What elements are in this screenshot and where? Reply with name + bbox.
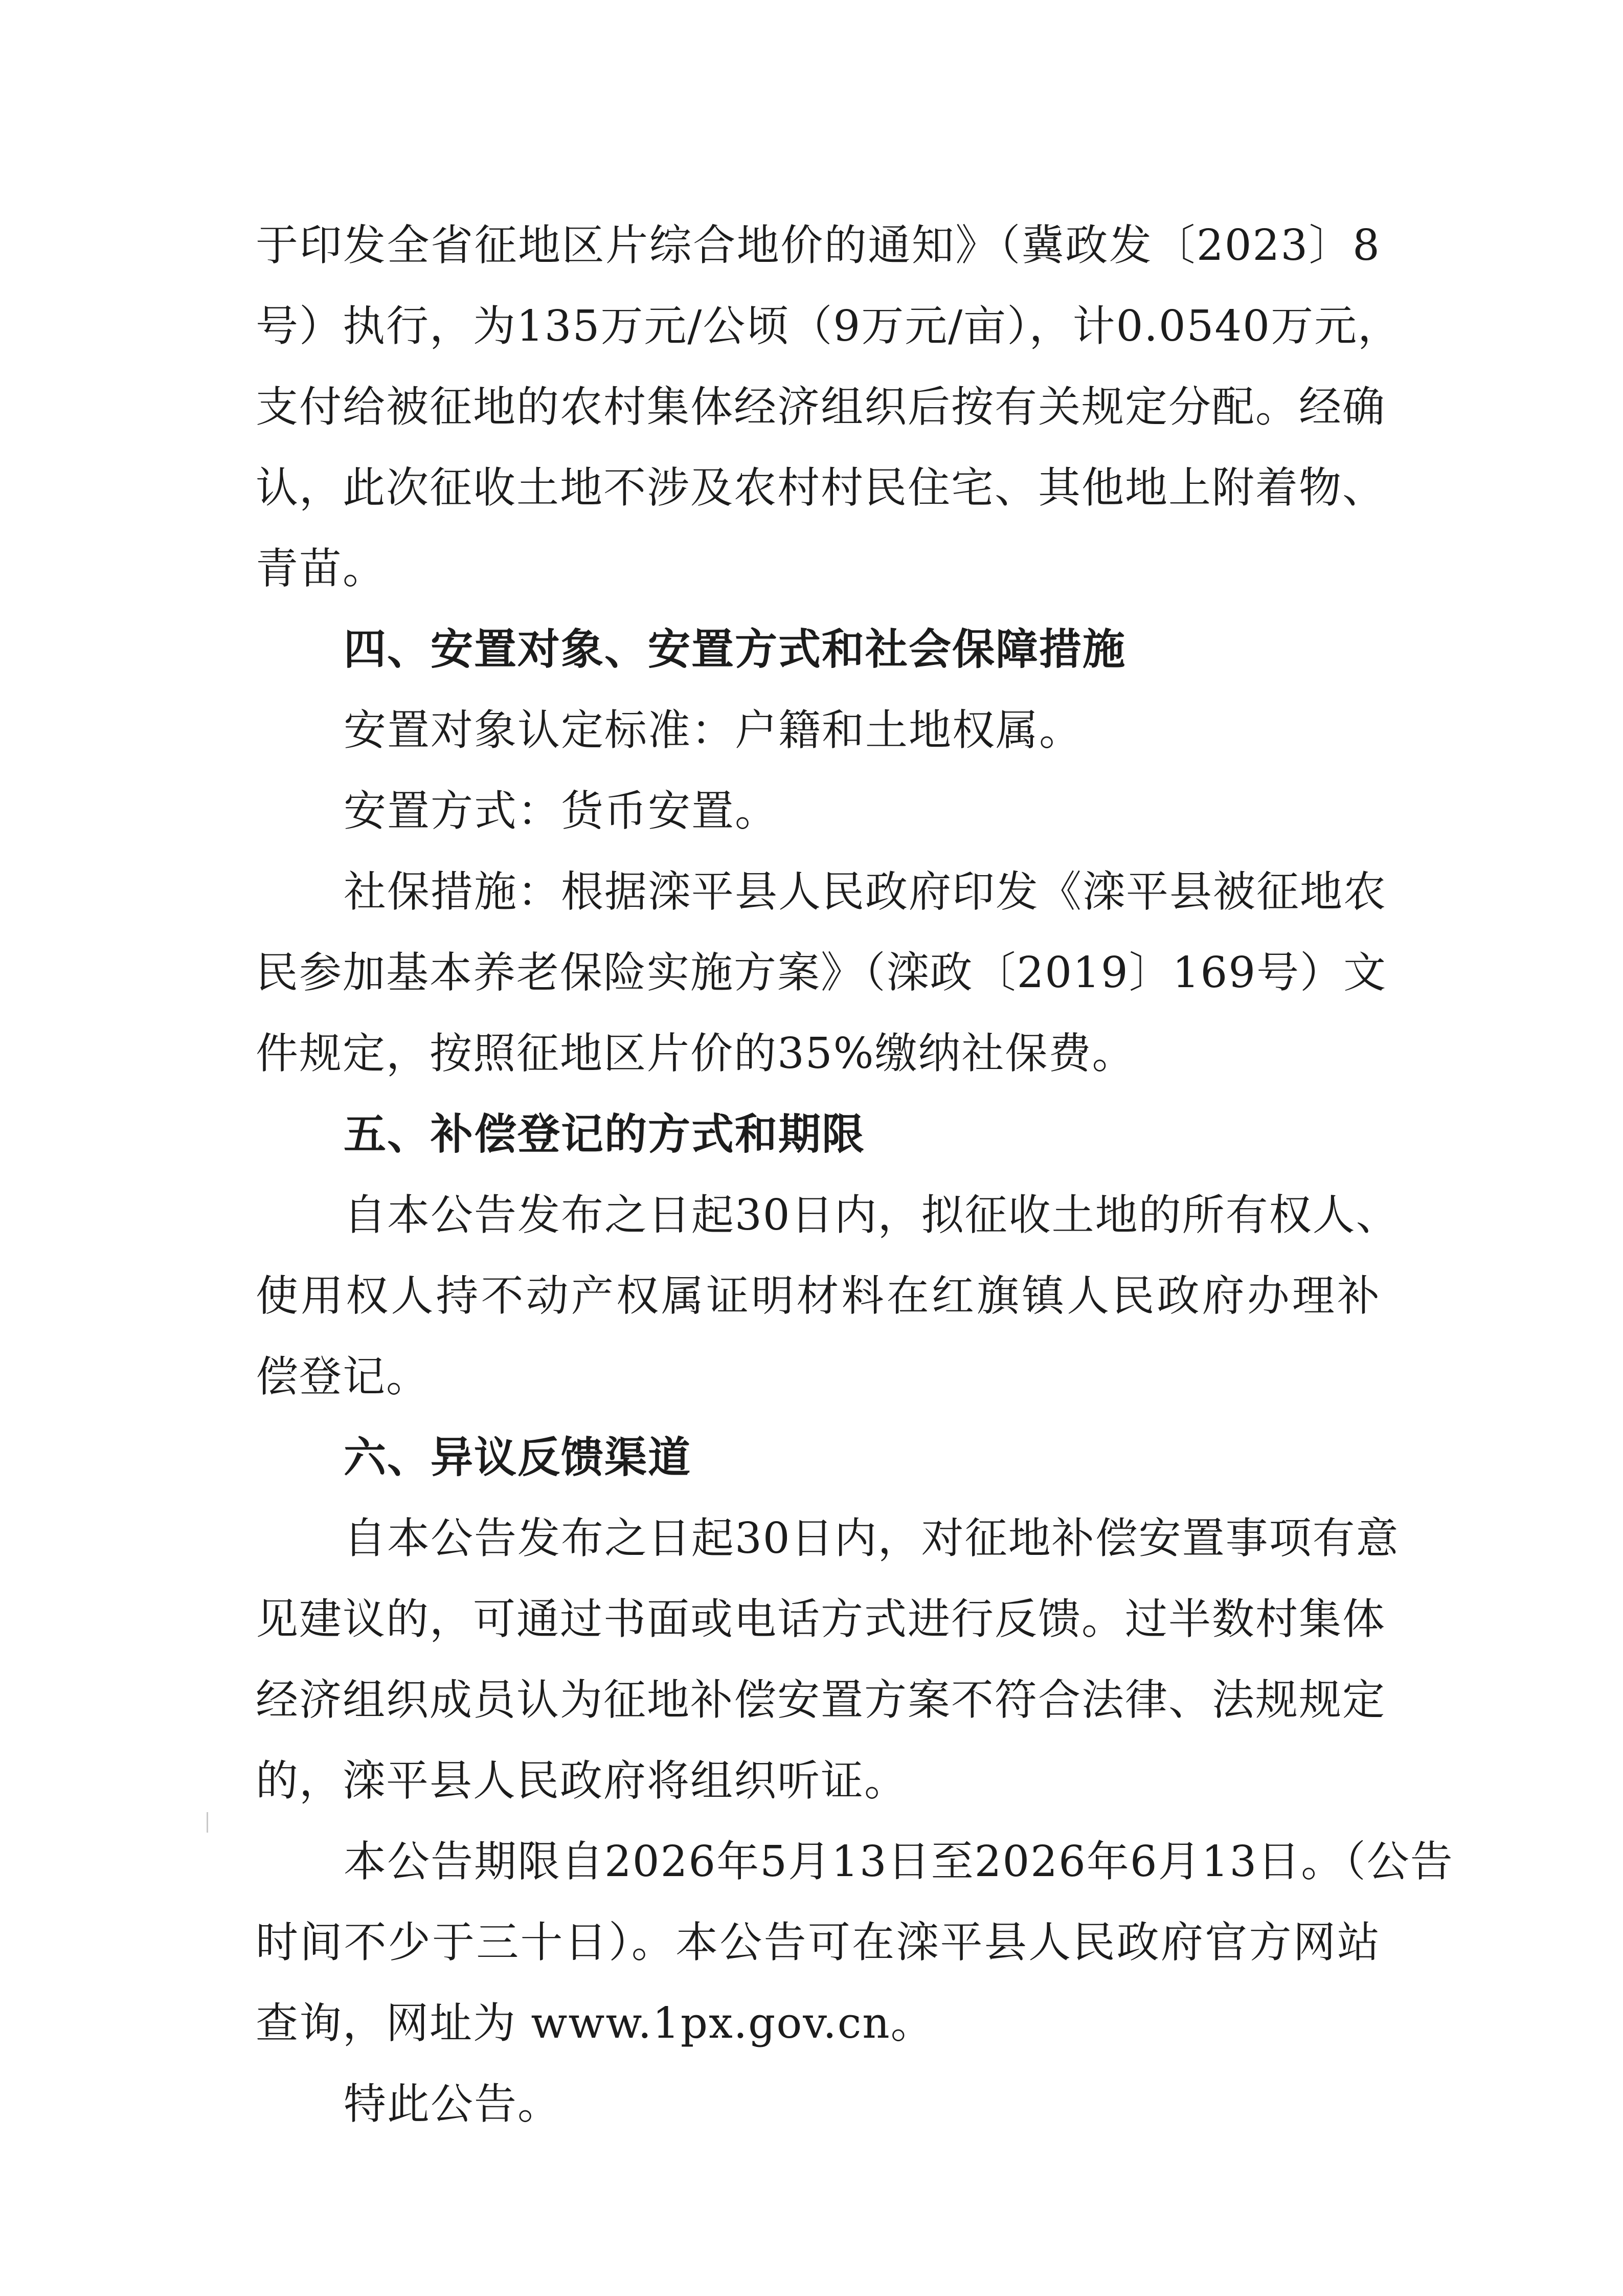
feedback-line: 自本公告发布之日起30日内，对征地补偿安置事项有意 <box>344 1513 1400 1563</box>
body-line: 认，此次征收土地不涉及农村村民住宅、其他地上附着物、 <box>256 463 1386 512</box>
resettlement-standard: 安置对象认定标准：户籍和土地权属。 <box>344 705 1083 755</box>
period-line: 本公告期限自2026年5月13日至2026年6月13日。（公告 <box>344 1837 1454 1886</box>
closing-line: 特此公告。 <box>344 2079 561 2129</box>
scan-mark <box>207 1812 208 1833</box>
body-line: 于印发全省征地区片综合地价的通知》（冀政发〔2023〕8 <box>256 220 1381 270</box>
feedback-line: 见建议的，可通过书面或电话方式进行反馈。过半数村集体 <box>256 1594 1386 1644</box>
registration-line: 自本公告发布之日起30日内，拟征收土地的所有权人、 <box>344 1190 1400 1240</box>
body-line: 支付给被征地的农村集体经济组织后按有关规定分配。经确 <box>256 382 1386 432</box>
social-security-line: 民参加基本养老保险实施方案》（滦政〔2019〕169号）文 <box>256 948 1387 997</box>
section-heading-5: 五、补偿登记的方式和期限 <box>344 1109 865 1159</box>
section-heading-6: 六、异议反馈渠道 <box>344 1433 691 1482</box>
body-line: 青苗。 <box>256 544 386 593</box>
registration-line: 偿登记。 <box>256 1352 430 1401</box>
registration-line: 使用权人持不动产权属证明材料在红旗镇人民政府办理补 <box>256 1271 1381 1321</box>
body-line: 号）执行，为135万元/公顷（9万元/亩），计0.0540万元， <box>256 301 1402 351</box>
social-security-line: 件规定，按照征地区片价的35%缴纳社保费。 <box>256 1029 1136 1078</box>
resettlement-method: 安置方式：货币安置。 <box>344 786 778 836</box>
period-line: 查询，网址为 www.1px.gov.cn。 <box>256 1998 934 2048</box>
feedback-line: 的，滦平县人民政府将组织听证。 <box>256 1756 908 1805</box>
social-security-line: 社保措施：根据滦平县人民政府印发《滦平县被征地农 <box>344 867 1387 917</box>
feedback-line: 经济组织成员认为征地补偿安置方案不符合法律、法规规定 <box>256 1675 1386 1725</box>
period-line: 时间不少于三十日）。本公告可在滦平县人民政府官方网站 <box>256 1918 1381 1967</box>
section-heading-4: 四、安置对象、安置方式和社会保障措施 <box>344 625 1126 674</box>
